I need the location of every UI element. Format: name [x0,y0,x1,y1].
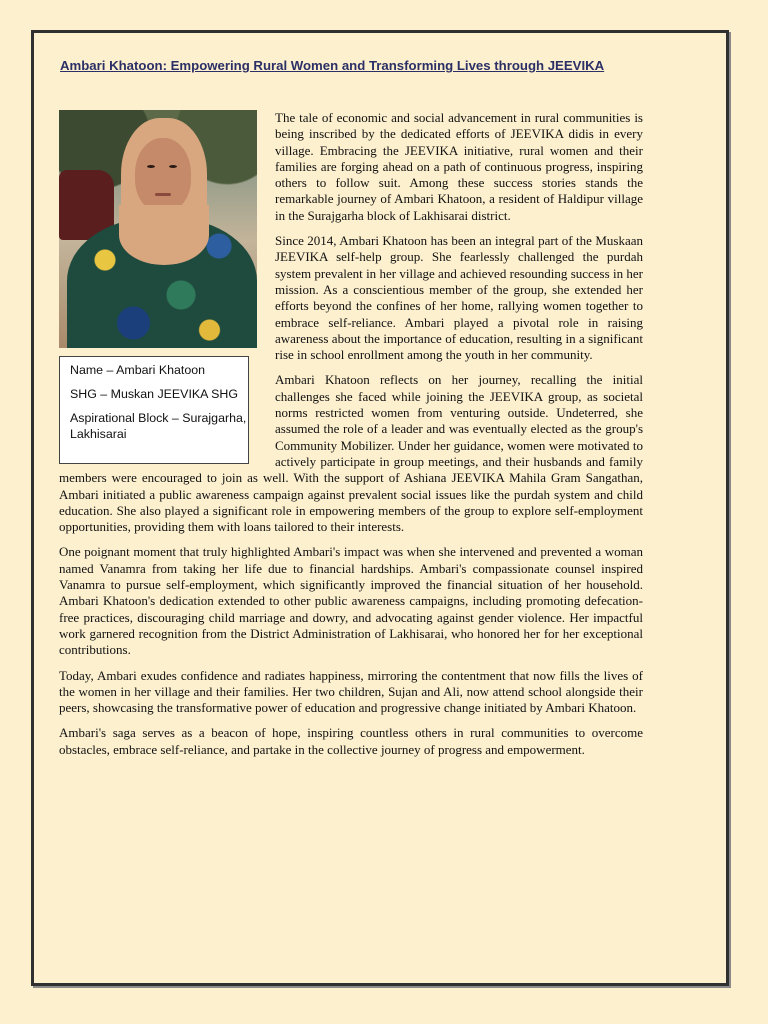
paragraph-4: One poignant moment that truly highlighted Ambari's impact was when she intervened and prevented a woman named Vanamra from taking her life due to financial hardships. Ambari's compassionate counsel inspired Vanamra to pursue self-employment, which significantly improved the financial situation of her household. Ambari Khatoon's dedication extended to other public awareness campaigns, including promoting defecation-free practices, discouraging child marriage and dowry, and advocating against gender violence. Her impactful work garnered recognition from the District Administration of Lakhisarai, who honored her for her exceptional contributions. [59,544,643,658]
paragraph-5: Today, Ambari exudes confidence and radiates happiness, mirroring the contentment that now fills the lives of the women in her village and their families. Her two children, Sujan and Ali, now attend school alongside their peers, showcasing the transformative power of education and progressive change initiated by Ambari Khatoon. [59,667,643,716]
paragraph-2: Since 2014, Ambari Khatoon has been an integral part of the Muskaan JEEVIKA self-help group. She fearlessly challenged the purdah system prevalent in her village and achieved resounding success in her mission. As a conscientious member of the group, she extended her efforts beyond the confines of her home, rallying women together to embrace self-reliance. Ambari played a pivotal role in raising awareness about the importance of education, resulting in a significant rise in school enrollment among the youth in her community. [275,233,643,363]
sidebar-column [59,110,265,464]
paragraph-3: Ambari Khatoon reflects on her journey, recalling the initial challenges she faced while joining the JEEVIKA group, as societal norms restricted women from venturing outside. Undeterred, she assumed the role of a leader and was eventually elected as the group's Community Mobilizer. Under her guidance, women were motivated to actively participate in group meetings, and their husbands and family members were encouraged to join as well. With the support of Ashiana JEEVIKA Mahila Gram Sangathan, Ambari initiated a public awareness campaign against prevalent social issues like the purdah system and child education. She also played a significant role in empowering members of the group to explore self-employment opportunities, providing them with loans tailored to their interests. [59,372,643,535]
profile-name: Name – Ambari Khatoon [70,363,205,377]
profile-shg: SHG – Muskan JEEVIKA SHG [70,387,239,401]
article-title: Ambari Khatoon: Empowering Rural Women and Transforming Lives through JEEVIKA [60,58,605,73]
article-body [59,110,643,767]
paragraph-1: The tale of economic and social advancement in rural communities is being inscribed by the dedicated efforts of JEEVIKA didis in every village. Embracing the JEEVIKA initiative, rural women and their families are forging ahead on a path of continuous progress, inspiring others to follow suit. Among these success stories stands the remarkable journey of Ambari Khatoon, a resident of Haldipur village in the Surajgarha block of Lakhisarai district. [275,110,643,223]
portrait-photo [59,110,257,348]
profile-block: Aspirational Block – Surajgarha, Lakhisarai [70,411,247,441]
paragraph-6: Ambari's saga serves as a beacon of hope, inspiring countless others in rural communities to overcome obstacles, embrace self-reliance, and partake in the collective journey of progress and empowerment. [59,725,643,757]
profile-info-box [59,356,249,464]
